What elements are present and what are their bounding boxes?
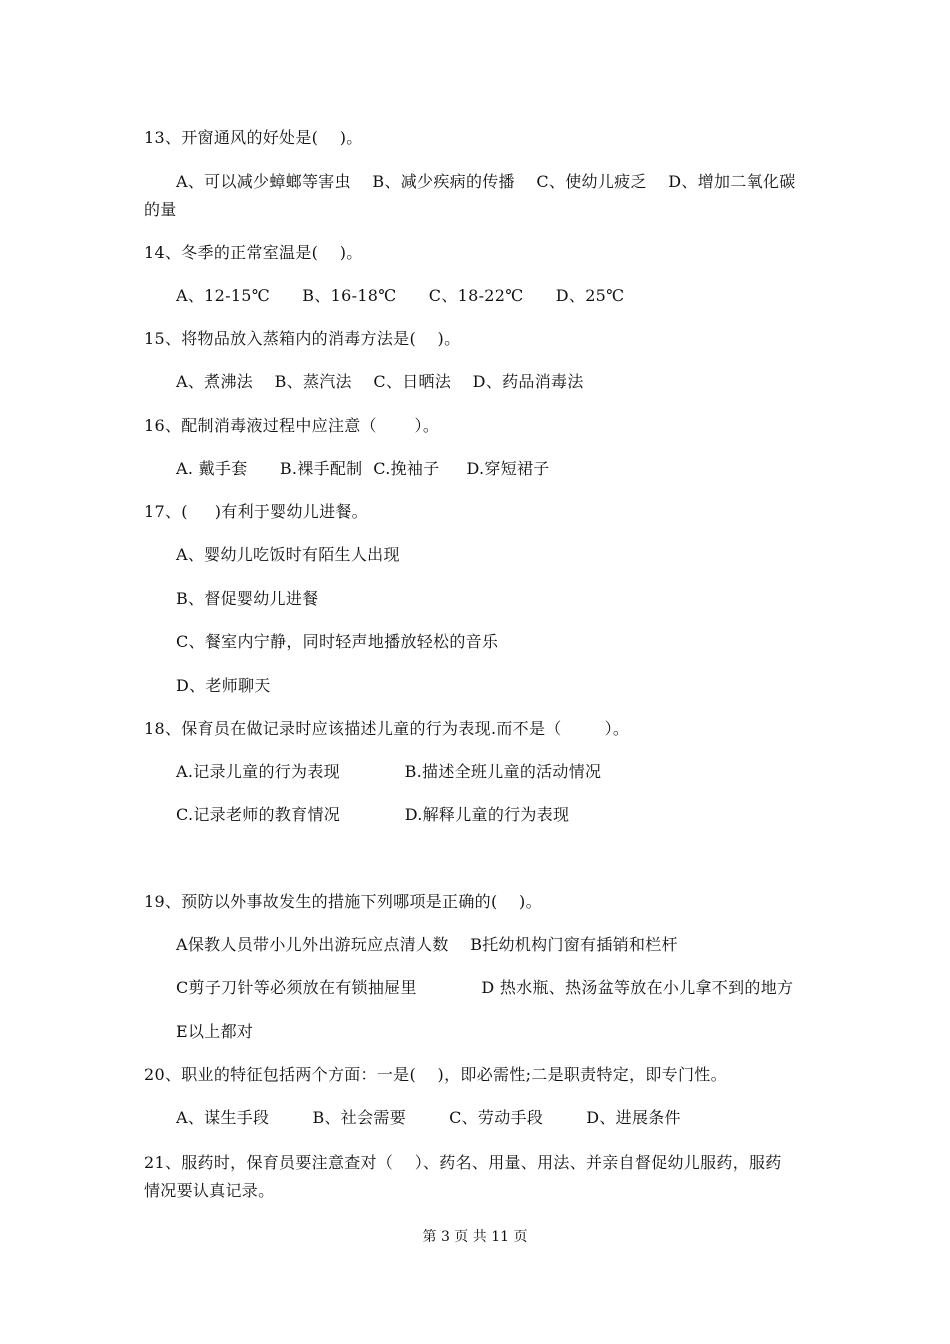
options-14: A、12-15℃ B、16-18℃ C、18-22℃ D、25℃ (176, 286, 625, 305)
question-17: 17、( )有利于婴幼儿进餐。 (144, 502, 368, 521)
question-21: 21、服药时，保育员要注意查对（ ）、药名、用量、用法、并亲自督促幼儿服药，服药 (144, 1153, 782, 1172)
question-18: 18、保育员在做记录时应该描述儿童的行为表现.而不是（ ）。 (144, 719, 630, 738)
option-17-c: C、餐室内宁静，同时轻声地播放轻松的音乐 (176, 632, 499, 651)
options-18-cd: C.记录老师的教育情况 D.解释儿童的行为表现 (176, 805, 570, 824)
question-13: 13、开窗通风的好处是( )。 (144, 128, 363, 147)
option-17-d: D、老师聊天 (176, 676, 271, 695)
question-19: 19、预防以外事故发生的措施下列哪项是正确的( )。 (144, 892, 542, 911)
page-footer: 第 3 页 共 11 页 (422, 1229, 528, 1245)
question-20: 20、职业的特征包括两个方面：一是( )，即必需性;二是职责特定，即专门性。 (144, 1065, 727, 1084)
option-19-e: E以上都对 (176, 1022, 254, 1041)
question-21-continued: 情况要认真记录。 (144, 1181, 275, 1200)
question-14: 14、冬季的正常室温是( )。 (144, 243, 363, 262)
question-15: 15、将物品放入蒸箱内的消毒方法是( )。 (144, 329, 461, 348)
question-16: 16、配制消毒液过程中应注意（ ）。 (144, 416, 440, 435)
option-17-a: A、婴幼儿吃饭时有陌生人出现 (176, 545, 400, 564)
options-13-continued: 的量 (144, 200, 177, 219)
options-19-ab: A保教人员带小儿外出游玩应点清人数 B托幼机构门窗有插销和栏杆 (176, 935, 678, 954)
options-19-cd: C剪子刀针等必须放在有锁抽屉里 D 热水瓶、热汤盆等放在小儿拿不到的地方 (176, 978, 794, 997)
option-17-b: B、督促婴幼儿进餐 (176, 589, 319, 608)
options-13: A、可以减少蟑螂等害虫 B、减少疾病的传播 C、使幼儿疲乏 D、增加二氧化碳 (176, 172, 796, 191)
options-18-ab: A.记录儿童的行为表现 B.描述全班儿童的活动情况 (176, 762, 602, 781)
options-16: A. 戴手套 B.裸手配制 C.挽袖子 D.穿短裙子 (176, 459, 550, 478)
options-15: A、煮沸法 B、蒸汽法 C、日晒法 D、药品消毒法 (176, 372, 584, 391)
options-20: A、谋生手段 B、社会需要 C、劳动手段 D、进展条件 (176, 1108, 681, 1127)
